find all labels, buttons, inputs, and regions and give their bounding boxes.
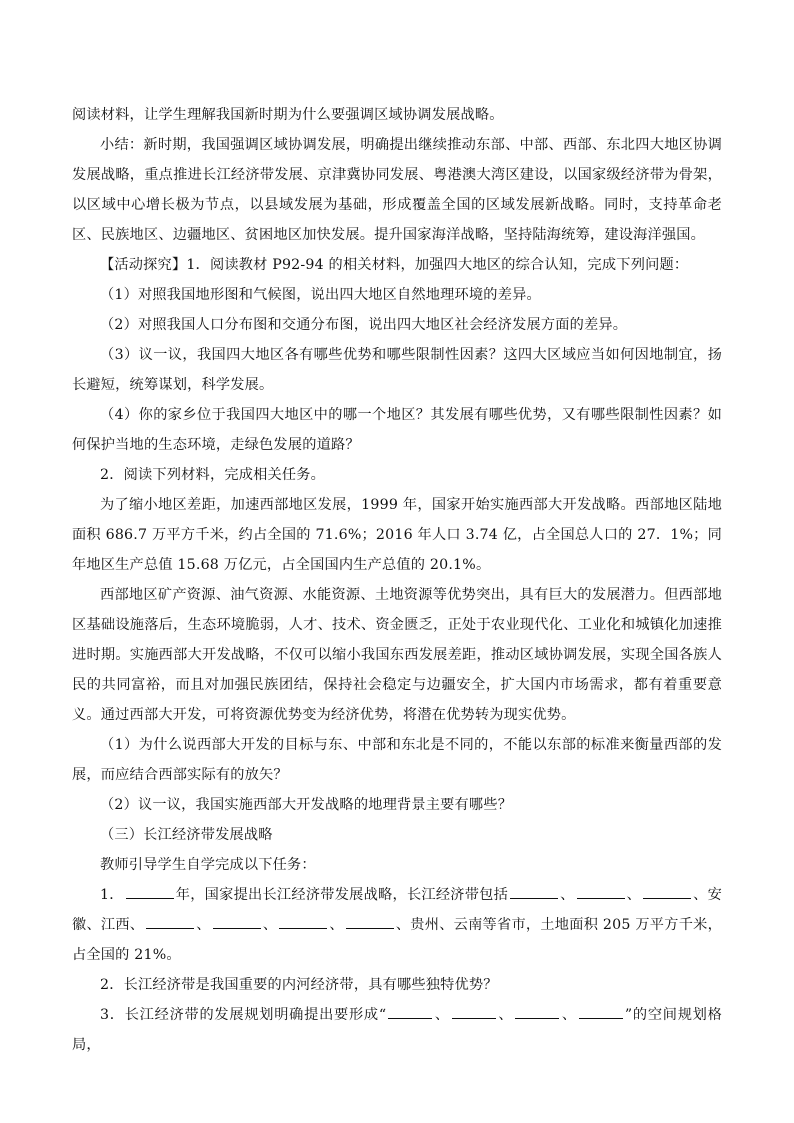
q1-text-c: 、 [560, 887, 575, 903]
q1-text-g: 、 [262, 917, 278, 933]
paragraph-activity-intro: 【活动探究】1．阅读教材 P92-94 的相关材料，加强四大地区的综合认知，完成下列问题： [100, 257, 689, 273]
answer-blank[interactable] [388, 1006, 432, 1019]
question-1-2: （2）对照我国人口分布图和交通分布图，说出四大地区社会经济发展方面的差异。 [100, 317, 628, 333]
paragraph-summary: 小结：新时期，我国强调区域协调发展，明确提出继续推动东部、中部、西部、东北四大地区协调发展战略，重点推进长江经济带发展、京津冀协同发展、粤港澳大湾区建设，以国家级经济带为骨架，以区域中心增长极为节点，以县域发展为基础，形成覆盖全国的区域发展新战略。同时，支持革命老区、民族地区、边疆地区、贫困地区加快发展。提升国家海洋战略，坚持陆海统筹，建设海洋强国。 [72, 137, 722, 243]
question-1-1: （1）对照我国地形图和气候图，说出四大地区自然地理环境的差异。 [100, 287, 541, 303]
answer-blank[interactable] [213, 916, 261, 929]
answer-blank[interactable] [510, 886, 558, 899]
answer-blank[interactable] [279, 916, 327, 929]
question-3-2: 2．长江经济带是我国重要的内河经济带，具有哪些独特优势？ [100, 977, 498, 993]
answer-blank[interactable] [146, 916, 194, 929]
answer-blank[interactable] [515, 1006, 559, 1019]
paragraph-reading-material: 阅读材料，让学生理解我国新时期为什么要强调区域协调发展战略。 [72, 107, 504, 123]
question-1-4: （4）你的家乡位于我国四大地区中的哪一个地区？其发展有哪些优势，又有哪些限制性因素？如何保护当地的生态环境，走绿色发展的道路？ [72, 407, 722, 453]
task-2-intro: 2．阅读下列材料，完成相关任务。 [100, 467, 326, 483]
paragraph-west-advantages: 西部地区矿产资源、油气资源、水能资源、土地资源等优势突出，具有巨大的发展潜力。但西部地区基础设施落后，生态环境脆弱，人才、技术、资金匮乏，正处于农业现代化、工业化和城镇化加速推进时期。实施西部大开发战略，不仅可以缩小我国东西发展差距，推动区域协调发展，实现全国各族人民的共同富裕，而且对加强民族团结，保持社会稳定与边疆安全，扩大国内市场需求，都有着重要意义。通过西部大开发，可将资源优势变为经济优势，将潜在优势转为现实优势。 [72, 587, 722, 723]
fill-in-question-3 [72, 1000, 722, 1060]
q3-text-a: 3．长江经济带的发展规划明确提出要形成“ [100, 1007, 387, 1023]
answer-blank[interactable] [579, 1006, 623, 1019]
answer-blank[interactable] [126, 886, 174, 899]
q1-text-i: 、贵州、云南等省市，土地面积 205 万平方千米，占全国的 21%。 [72, 917, 722, 963]
document-page [72, 100, 722, 1060]
q1-text-h: 、 [329, 917, 344, 933]
question-1-3: （3）议一议，我国四大地区各有哪些优势和哪些限制性因素？这四大区域应当如何因地制宜，扬长避短，统筹谋划，科学发展。 [72, 347, 722, 393]
answer-blank[interactable] [577, 886, 625, 899]
q1-text-a: 1． [100, 887, 124, 903]
q3-text-c: 、 [497, 1007, 514, 1023]
question-2-2: （2）议一议，我国实施西部大开发战略的地理背景主要有哪些？ [100, 797, 513, 813]
fill-in-question-1 [72, 880, 722, 970]
answer-blank[interactable] [643, 886, 691, 899]
question-2-1: （1）为什么说西部大开发的目标与东、中部和东北是不同的，不能以东部的标准来衡量西部的发展，而应结合西部实际有的放矢？ [72, 737, 722, 783]
q1-text-d: 、 [626, 887, 642, 903]
q3-text-b: 、 [434, 1007, 450, 1023]
answer-blank[interactable] [346, 916, 394, 929]
q3-text-e: ”的空间规划格局， [72, 1007, 723, 1053]
section-heading-yangtze: （三）长江经济带发展战略 [100, 827, 273, 843]
q3-text-d: 、 [561, 1007, 577, 1023]
q1-text-b: 年，国家提出长江经济带发展战略，长江经济带包括 [175, 887, 509, 903]
answer-blank[interactable] [452, 1006, 496, 1019]
q1-text-f: 、 [196, 917, 211, 933]
q1-text-e: 、安徽、江西、 [72, 887, 723, 933]
teacher-guidance: 教师引导学生自学完成以下任务： [100, 857, 316, 873]
paragraph-west-development: 为了缩小地区差距，加速西部地区发展，1999 年，国家开始实施西部大开发战略。西部地区陆地面积 686.7 万平方千米，约占全国的 71.6%；2016 年人口 3.74 亿，占全国总人口的 27．1%；同年地区生产总值 15.68 万亿元，占全国国内生产总值的 20.1%。 [72, 497, 722, 573]
